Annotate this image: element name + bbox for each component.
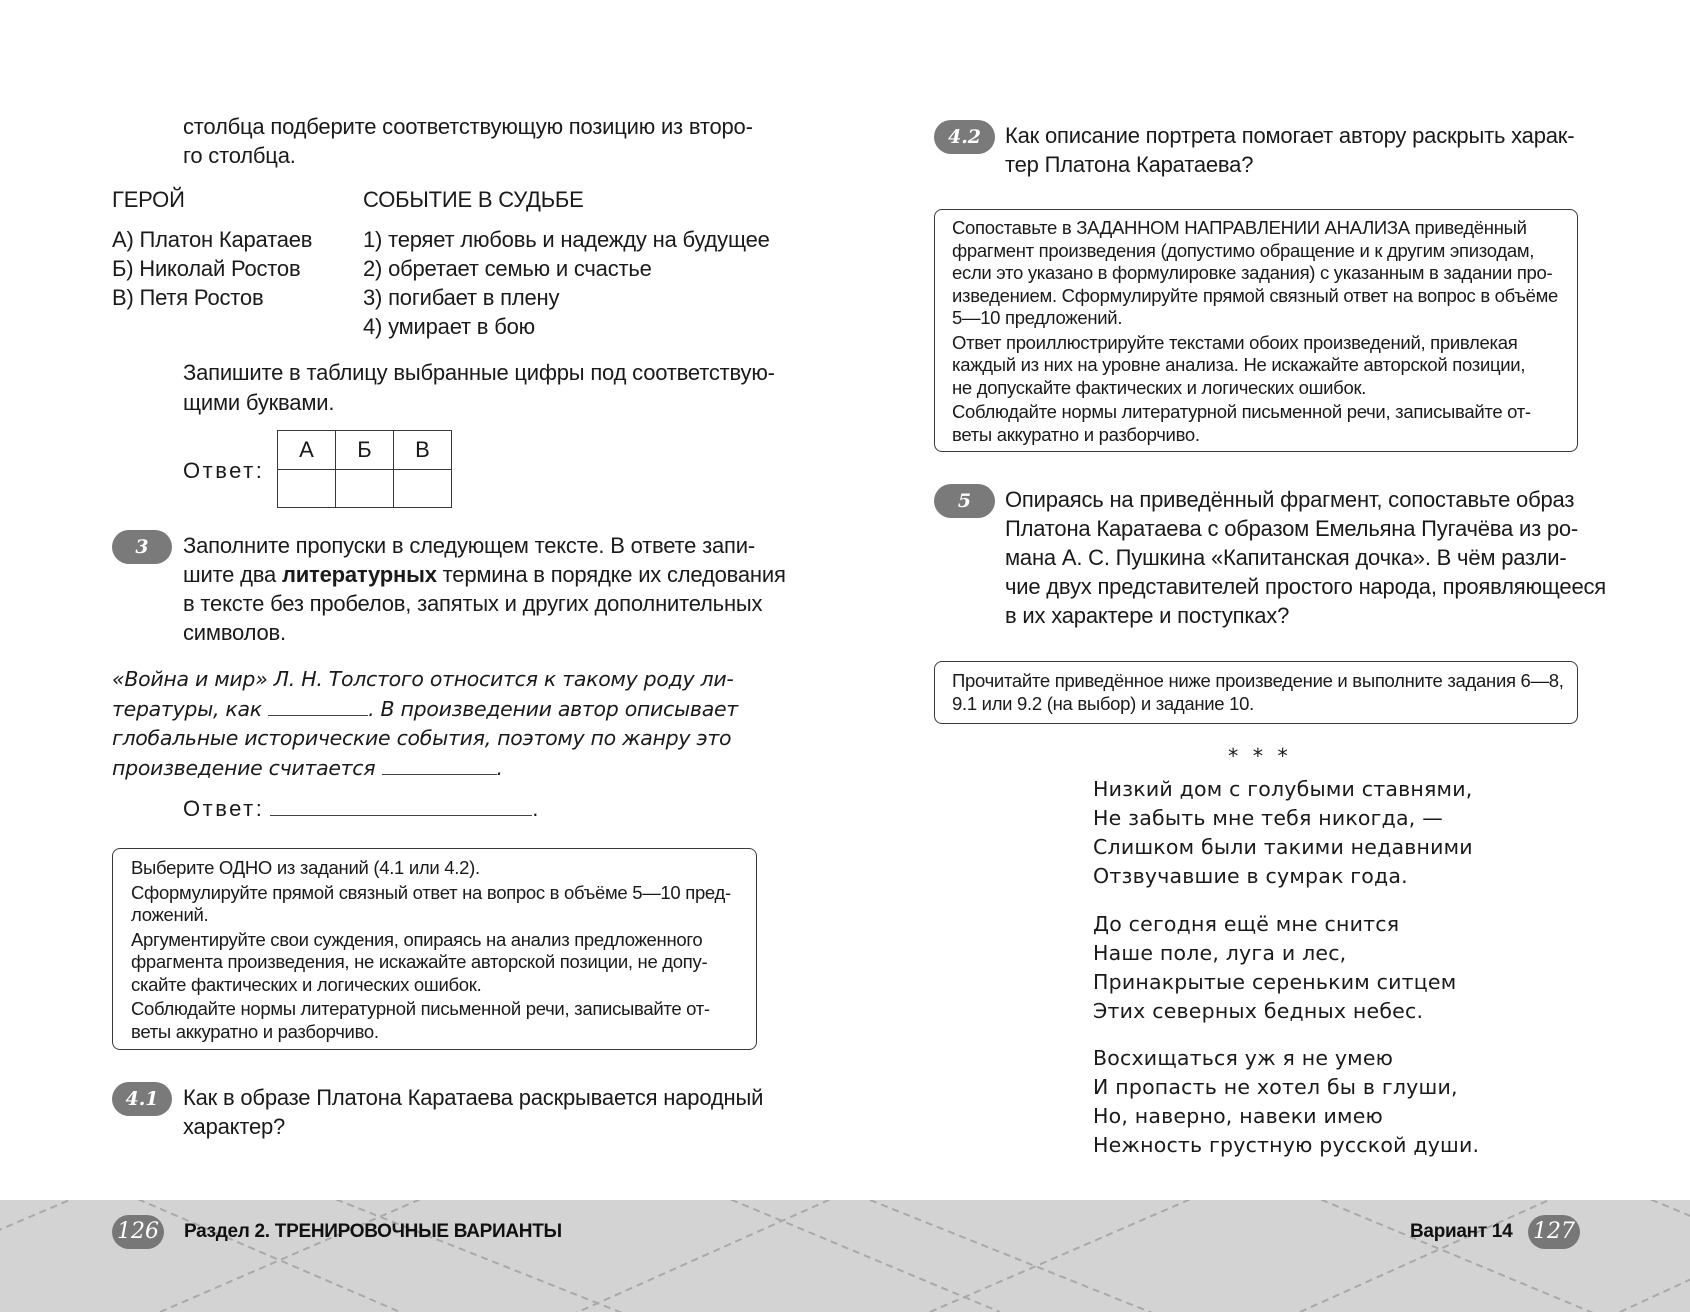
text: изведением. Сформулируйте прямой связный ответ на вопрос в объёме	[952, 284, 1559, 306]
section-title: Раздел 2. ТРЕНИРОВОЧНЫЕ ВАРИАНТЫ	[184, 1221, 562, 1242]
text: .	[496, 756, 503, 780]
instruction-box	[112, 848, 757, 1050]
poem-line: Не забыть мне тебя никогда, —	[1093, 806, 1443, 830]
event-item: 3) погибает в плену	[363, 285, 560, 310]
poem-line: Нежность грустную русской души.	[1093, 1133, 1480, 1157]
text: тературы, как	[112, 697, 262, 721]
poem-line: Но, наверно, навеки имею	[1093, 1104, 1383, 1128]
page-number-right: 127	[1528, 1215, 1580, 1249]
poem-line: Низкий дом с голубыми ставнями,	[1093, 777, 1473, 801]
blank-1[interactable]	[268, 697, 368, 716]
cloze-line: «Война и мир» Л. Н. Толстого относится к такому роду ли-	[112, 667, 734, 691]
text: 5—10 предложений.	[952, 307, 1123, 328]
poem-line: И пропасть не хотел бы в глуши,	[1093, 1075, 1458, 1099]
text: . В произведении автор описывает	[368, 697, 738, 721]
text: Аргументируйте свои суждения, опираясь на анализ предложенного	[131, 928, 703, 950]
answer-cell-b[interactable]	[336, 470, 394, 508]
poem-line: До сегодня ещё мне снится	[1093, 912, 1400, 936]
answer-table-header: Б	[336, 431, 394, 470]
text: 9.1 или 9.2 (на выбор) и задание 10.	[952, 692, 1254, 714]
bold-term: литературных	[281, 562, 437, 587]
text: фрагмента произведения, не искажайте авторской позиции, не допу-	[131, 951, 708, 972]
text: ложений.	[131, 904, 209, 925]
answer-label: Ответ:	[183, 796, 265, 821]
answer-cell-a[interactable]	[278, 470, 336, 508]
text: .	[532, 796, 539, 821]
text: фрагмент произведения (допустимо обращение и к другим эпизодам,	[952, 239, 1535, 261]
hero-item: Б) Николай Ростов	[112, 256, 301, 281]
instruction-box	[934, 209, 1578, 452]
text: Ответ проиллюстрируйте текстами обоих произведений, привлекая	[952, 331, 1518, 353]
task-number-badge: 4.1	[112, 1082, 172, 1116]
text: Прочитайте приведённое ниже произведение и выполните задания 6—8,	[952, 670, 1564, 691]
text: шите два	[183, 562, 282, 587]
reading-instruction	[952, 670, 1577, 715]
text: если это указано в формулировке задания) с указанным в задании про-	[952, 262, 1553, 283]
reading-instruction-box	[934, 661, 1578, 724]
intro-line: столбца подберите соответствующую позицию из второ-	[183, 114, 753, 139]
event-column-header: СОБЫТИЕ В СУДЬБЕ	[363, 187, 584, 212]
text: веты аккуратно и разборчиво.	[131, 1020, 379, 1042]
task3-line: Заполните пропуски в следующем тексте. В ответе запи-	[183, 533, 755, 558]
answer-table	[277, 430, 452, 508]
poem-title: * * *	[1228, 744, 1292, 768]
text: произведение считается	[112, 756, 376, 780]
task41-line: Как в образе Платона Каратаева раскрывается народный	[183, 1085, 764, 1110]
task5-line: чие двух представителей простого народа, проявляющееся	[1005, 574, 1607, 599]
answer-table-header: В	[394, 431, 452, 470]
event-item: 4) умирает в бою	[363, 314, 535, 339]
text: Сопоставьте в ЗАДАННОМ НАПРАВЛЕНИИ АНАЛИЗА приведённый	[952, 217, 1527, 238]
text: каждый из них на уровне анализа. Не искажайте авторской позиции,	[952, 354, 1526, 375]
hero-column-header: ГЕРОЙ	[112, 187, 185, 212]
page-number-left: 126	[112, 1215, 164, 1249]
text: веты аккуратно и разборчиво.	[952, 423, 1200, 445]
task3-line: в тексте без пробелов, запятых и других дополнительных	[183, 591, 763, 616]
footer-band	[0, 1200, 1690, 1312]
task42-line: тер Платона Каратаева?	[1005, 152, 1254, 177]
poem-line: Принакрытые сереньким ситцем	[1093, 970, 1457, 994]
task42-line: Как описание портрета помогает автору раскрыть харак-	[1005, 123, 1575, 148]
text: скайте фактических и логических ошибок.	[131, 973, 482, 995]
answer-line[interactable]	[270, 797, 532, 816]
hero-item: А) Платон Каратаев	[112, 227, 313, 252]
text: Соблюдайте нормы литературной письменной речи, записывайте от-	[952, 401, 1531, 422]
task-number-badge: 4.2	[934, 120, 995, 154]
variant-title: Вариант 14	[1410, 1221, 1513, 1242]
instruction-paragraph	[952, 401, 1577, 446]
instruction-paragraph	[131, 929, 756, 997]
poem-line: Отзвучавшие в сумрак года.	[1093, 864, 1408, 888]
task41-line: характер?	[183, 1114, 286, 1139]
instruction-paragraph	[952, 332, 1577, 400]
poem-line: Наше поле, луга и лес,	[1093, 941, 1347, 965]
task5-line: Опираясь на приведённый фрагмент, сопоставьте образ	[1005, 487, 1575, 512]
text: Выберите ОДНО из заданий (4.1 или 4.2).	[131, 857, 480, 878]
text: не допускайте фактических и логических ошибок.	[952, 376, 1367, 398]
task3-answer	[183, 794, 538, 823]
instruction-paragraph	[131, 857, 756, 880]
cloze-line	[112, 754, 503, 784]
event-item: 1) теряет любовь и надежду на будущее	[363, 227, 770, 252]
intro-line: го столбца.	[183, 143, 296, 168]
answer-label: Ответ:	[183, 458, 265, 483]
cloze-line	[112, 695, 738, 725]
task-number-badge: 3	[112, 530, 172, 564]
table-instruction-line: щими буквами.	[183, 390, 335, 415]
dashed-diamond-pattern	[0, 1200, 1690, 1312]
instruction-paragraph	[952, 217, 1577, 330]
hero-item: В) Петя Ростов	[112, 285, 264, 310]
blank-2[interactable]	[382, 756, 497, 775]
cloze-line: глобальные исторические события, поэтому по жанру это	[112, 726, 732, 750]
task-number-badge: 5	[934, 484, 995, 518]
task3-line	[183, 560, 786, 589]
poem-line: Слишком были такими недавними	[1093, 835, 1473, 859]
task5-line: Платона Каратаева с образом Емельяна Пугачёва из ро-	[1005, 516, 1579, 541]
text: Соблюдайте нормы литературной письменной речи, записывайте от-	[131, 998, 710, 1019]
answer-table-header: А	[278, 431, 336, 470]
table-instruction-line: Запишите в таблицу выбранные цифры под соответствую-	[183, 360, 775, 385]
text: Сформулируйте прямой связный ответ на вопрос в объёме 5—10 пред-	[131, 881, 731, 903]
poem-line: Этих северных бедных небес.	[1093, 999, 1424, 1023]
poem-line: Восхищаться уж я не умею	[1093, 1046, 1394, 1070]
event-item: 2) обретает семью и счастье	[363, 256, 652, 281]
task5-line: мана А. С. Пушкина «Капитанская дочка». В чём разли-	[1005, 545, 1567, 570]
instruction-paragraph	[131, 998, 756, 1043]
task3-line: символов.	[183, 620, 286, 645]
task5-line: в их характере и поступках?	[1005, 603, 1290, 628]
text: термина в порядке их следования	[436, 562, 786, 587]
instruction-paragraph	[131, 882, 756, 927]
answer-cell-v[interactable]	[394, 470, 452, 508]
